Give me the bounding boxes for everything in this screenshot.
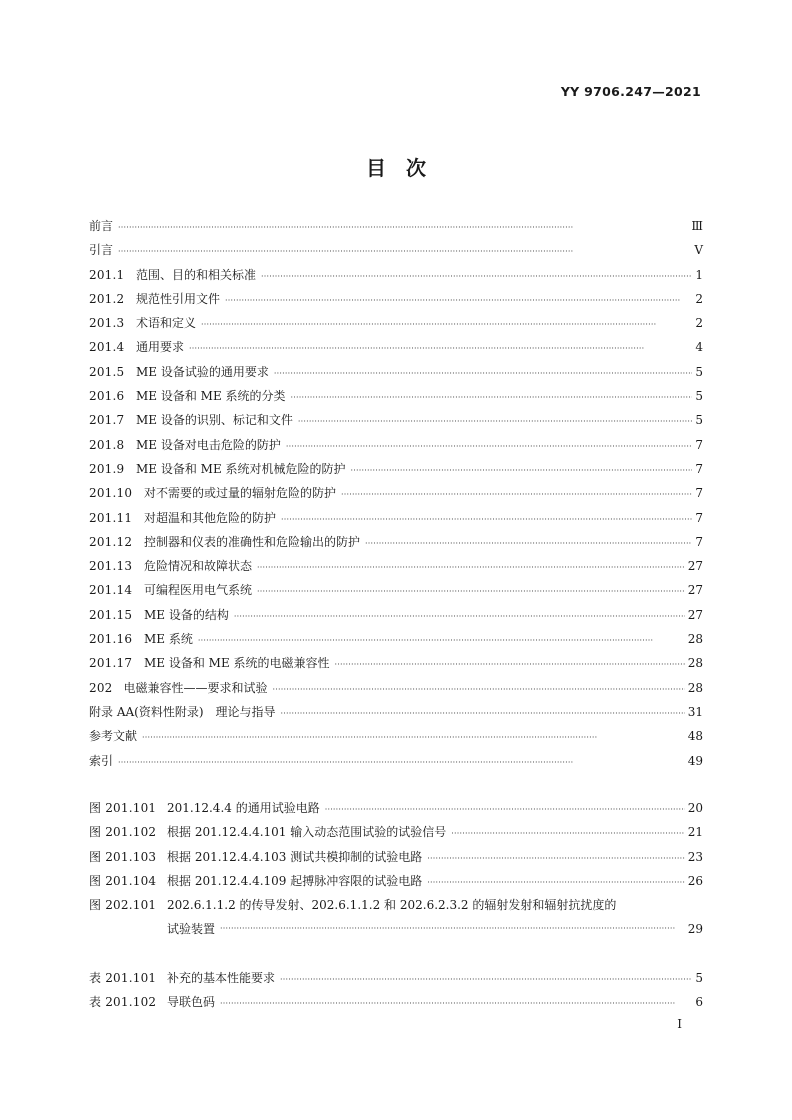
- dot-leader: [198, 629, 685, 653]
- toc-entry[interactable]: [89, 214, 703, 238]
- figure-entry-number: 图 201.101: [89, 801, 157, 815]
- figure-entry-page: 21: [687, 825, 703, 840]
- toc-entry-title: 电磁兼容性——要求和试验: [123, 680, 268, 695]
- toc-heading: 目 次: [366, 156, 426, 180]
- dot-leader: [325, 798, 685, 822]
- toc-entry-number: 201.6: [89, 389, 125, 404]
- toc-entry-page: Ⅴ: [694, 243, 703, 258]
- toc-entry-number: 201.4: [89, 340, 125, 355]
- dot-leader: [427, 871, 684, 895]
- toc-entry-number: 201.3: [89, 316, 125, 331]
- toc-entry-title: 可编程医用电气系统: [144, 583, 253, 598]
- toc-entry-title: 范围、目的和相关标准: [136, 267, 257, 282]
- toc-entry-number: 201.17: [89, 656, 133, 671]
- dot-leader: [142, 726, 685, 750]
- toc-entry-title: 控制器和仪表的准确性和危险输出的防护: [144, 534, 361, 549]
- toc-entry-number: 201.7: [89, 413, 125, 428]
- dot-leader: [335, 653, 685, 677]
- toc-entry[interactable]: [89, 749, 703, 773]
- figure-entry-number: 图 201.103: [89, 849, 157, 864]
- figure-entry-page: 23: [687, 849, 703, 864]
- toc-entry-number: 201.5: [89, 364, 125, 379]
- dot-leader: [341, 483, 692, 507]
- figure-entry[interactable]: [89, 869, 703, 893]
- dot-leader: [298, 410, 692, 434]
- toc-entry-number: 201.16: [89, 632, 133, 647]
- toc-entry-number: 201.2: [89, 291, 125, 306]
- toc-entry-number: 202: [89, 680, 113, 695]
- figure-entry[interactable]: [89, 796, 703, 820]
- toc-entry[interactable]: [89, 287, 703, 311]
- table-entry-number: 表 201.102: [89, 995, 157, 1010]
- toc-entry[interactable]: [89, 311, 703, 335]
- toc-entry-title: ME 设备的结构: [144, 607, 229, 622]
- toc-entry-title: 附录 AA(资料性附录) 理论与指导: [89, 704, 276, 719]
- toc-entry-number: 201.9: [89, 461, 125, 476]
- toc-entry[interactable]: [89, 700, 703, 724]
- toc-entry[interactable]: [89, 263, 703, 287]
- dot-leader: [118, 240, 691, 264]
- dot-leader: [286, 435, 692, 459]
- toc-entry-page: 1: [695, 267, 703, 282]
- figure-entry-title: 201.12.4.4 的通用试验电路: [167, 801, 320, 815]
- toc-entry-page: 27: [687, 607, 703, 622]
- toc-entry-title: 引言: [89, 243, 114, 258]
- figure-entry-page: 26: [687, 873, 703, 888]
- toc-entry-number: 201.8: [89, 437, 125, 452]
- figure-entry-number: 图 201.104: [89, 873, 157, 888]
- toc-entry[interactable]: [89, 554, 703, 578]
- dot-leader: [201, 313, 692, 337]
- toc-entry[interactable]: [89, 603, 703, 627]
- toc-entry-page: 7: [695, 461, 703, 476]
- toc-entry-page: 4: [695, 340, 703, 355]
- toc-entry-title: 对不需要的或过量的辐射危险的防护: [144, 486, 337, 501]
- toc-entry-page: 7: [695, 437, 703, 452]
- dot-leader: [118, 751, 685, 775]
- figure-entry-number: 图 201.102: [89, 825, 157, 840]
- toc-entry[interactable]: [89, 457, 703, 481]
- toc-entry-number: 201.10: [89, 486, 133, 501]
- toc-entry[interactable]: [89, 627, 703, 651]
- toc-entry-number: 201.1: [89, 267, 125, 282]
- figure-entry-title: 根据 201.12.4.4.109 起搏脉冲容限的试验电路: [167, 873, 423, 888]
- toc-entry-page: 49: [687, 753, 703, 768]
- dot-leader: [257, 556, 685, 580]
- toc-entry-title: 规范性引用文件: [136, 291, 221, 306]
- toc-entry[interactable]: [89, 384, 703, 408]
- figure-entry-continued[interactable]: [89, 917, 703, 941]
- toc-entry-title: ME 设备的识别、标记和文件: [136, 413, 293, 428]
- table-entry[interactable]: [89, 966, 703, 990]
- toc-entry-title: 对超温和其他危险的防护: [144, 510, 277, 525]
- table-entry-number: 表 201.101: [89, 971, 157, 985]
- toc-entry-page: 31: [687, 704, 703, 719]
- figure-entry-title-continued: 试验装置: [167, 922, 216, 937]
- figure-entry-page: 29: [687, 922, 703, 937]
- toc-entry-title: 前言: [89, 219, 114, 233]
- toc-entry-page: 5: [695, 413, 703, 428]
- toc-figures-list: [89, 796, 703, 942]
- dot-leader: [451, 822, 684, 846]
- dot-leader: [261, 265, 692, 289]
- figure-entry-number: 图 202.101: [89, 898, 157, 913]
- table-entry-title: 补充的基本性能要求: [167, 971, 276, 985]
- toc-entry[interactable]: [89, 578, 703, 602]
- toc-entry[interactable]: [89, 238, 703, 262]
- toc-entry-page: 48: [687, 729, 703, 744]
- toc-entry-title: ME 系统: [144, 632, 193, 647]
- toc-entry[interactable]: [89, 335, 703, 359]
- figure-entry[interactable]: [89, 845, 703, 869]
- dot-leader: [427, 847, 684, 871]
- dot-leader: [291, 386, 692, 410]
- toc-entry[interactable]: [89, 481, 703, 505]
- dot-leader: [274, 362, 692, 386]
- figure-entry[interactable]: [89, 893, 703, 917]
- toc-entry-page: 5: [695, 364, 703, 379]
- dot-leader: [118, 216, 688, 240]
- figure-entry[interactable]: [89, 820, 703, 844]
- table-entry-page: 5: [695, 971, 703, 985]
- toc-entry-page: 28: [687, 632, 703, 647]
- figure-entry-title: 202.6.1.1.2 的传导发射、202.6.1.1.2 和 202.6.2.3.2 的辐射发射和辐射抗扰度的: [167, 898, 617, 913]
- figure-entry-title: 根据 201.12.4.4.101 输入动态范围试验的试验信号: [167, 825, 447, 840]
- toc-entry[interactable]: [89, 676, 703, 700]
- toc-entry-page: 7: [695, 534, 703, 549]
- dot-leader: [351, 459, 692, 483]
- dot-leader: [281, 702, 685, 726]
- toc-entry-title: 术语和定义: [136, 316, 197, 331]
- toc-entry-title: 索引: [89, 753, 114, 768]
- document-code: YY 9706.247—2021: [560, 84, 701, 99]
- toc-entry-page: 2: [695, 316, 703, 331]
- toc-entry-title: 参考文献: [89, 729, 138, 744]
- toc-entry[interactable]: [89, 506, 703, 530]
- table-entry-title: 导联色码: [167, 995, 216, 1010]
- toc-entry[interactable]: [89, 724, 703, 748]
- toc-entry-page: 7: [695, 510, 703, 525]
- dot-leader: [234, 605, 685, 629]
- dot-leader: [273, 678, 685, 702]
- toc-entry-number: 201.11: [89, 510, 133, 525]
- toc-entry-page: 2: [695, 291, 703, 306]
- dot-leader: [257, 580, 685, 604]
- toc-tables-list: [89, 966, 703, 1015]
- table-entry[interactable]: [89, 990, 703, 1014]
- toc-entry-page: 5: [695, 389, 703, 404]
- toc-entry-title: 危险情况和故障状态: [144, 559, 253, 574]
- toc-entry-title: ME 设备对电击危险的防护: [136, 437, 281, 452]
- toc-entry-number: 201.13: [89, 559, 133, 574]
- dot-leader: [220, 992, 692, 1016]
- dot-leader: [220, 917, 685, 941]
- toc-entry-page: 7: [695, 486, 703, 501]
- toc-entry-page: 28: [687, 656, 703, 671]
- toc-entry-page: 28: [687, 680, 703, 695]
- toc-entry-title: ME 设备和 ME 系统的分类: [136, 389, 286, 404]
- toc-entry-number: 201.15: [89, 607, 133, 622]
- toc-entry[interactable]: [89, 360, 703, 384]
- figure-entry-page: 20: [687, 801, 703, 815]
- toc-main-list: [89, 214, 703, 773]
- toc-entry-number: 201.14: [89, 583, 133, 598]
- page-folio: Ⅰ: [677, 1017, 682, 1031]
- dot-leader: [281, 508, 692, 532]
- dot-leader: [189, 337, 692, 361]
- toc-entry[interactable]: [89, 651, 703, 675]
- toc-entry-number: 201.12: [89, 534, 133, 549]
- figure-entry-title: 根据 201.12.4.4.103 测试共模抑制的试验电路: [167, 849, 423, 864]
- dot-leader: [280, 968, 692, 992]
- dot-leader: [365, 532, 692, 556]
- toc-entry-page: 27: [687, 559, 703, 574]
- toc-entry-title: ME 设备试验的通用要求: [136, 364, 269, 379]
- table-entry-page: 6: [695, 995, 703, 1010]
- toc-entry-page: Ⅲ: [691, 219, 703, 233]
- toc-entry-title: ME 设备和 ME 系统对机械危险的防护: [136, 461, 346, 476]
- toc-entry-page: 27: [687, 583, 703, 598]
- dot-leader: [225, 289, 692, 313]
- toc-entry-title: 通用要求: [136, 340, 185, 355]
- toc-entry[interactable]: [89, 433, 703, 457]
- toc-entry[interactable]: [89, 530, 703, 554]
- toc-entry[interactable]: [89, 408, 703, 432]
- toc-entry-title: ME 设备和 ME 系统的电磁兼容性: [144, 656, 330, 671]
